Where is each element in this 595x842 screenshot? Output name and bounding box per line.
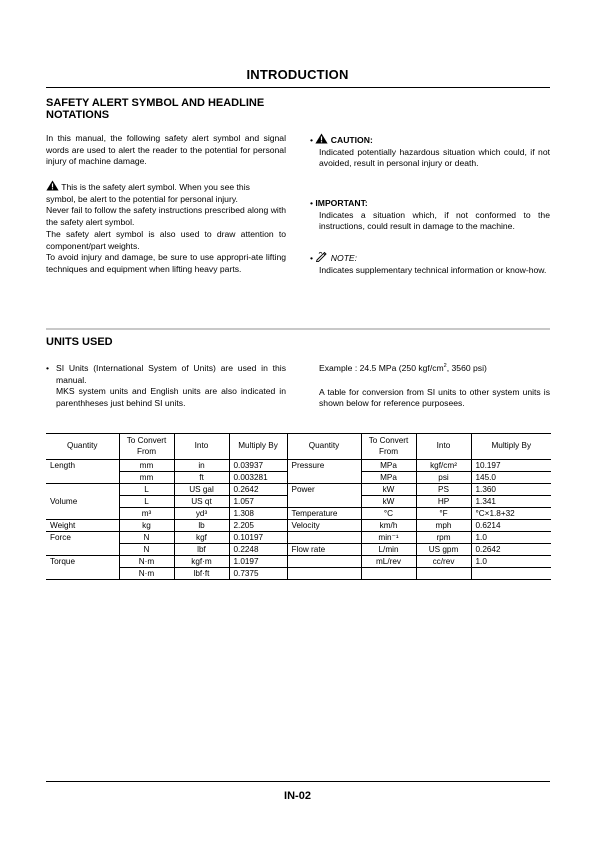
units-si-bullet [46, 363, 286, 410]
alert-line-1: This is the safety alert symbol. When you see this [61, 182, 250, 192]
table-cell: Force [50, 533, 71, 543]
table-cell: in [174, 460, 229, 472]
table-cell: 1.360 [471, 484, 551, 496]
table-cell: L/min [361, 544, 416, 556]
table-cell: 0.2642 [229, 484, 287, 496]
page-number: IN-02 [284, 790, 311, 802]
table-cell: L [119, 496, 174, 508]
footer-rule [46, 781, 550, 782]
si-units-text: SI Units (International System of Units) are used in this manual. [56, 363, 286, 385]
bullet: • [310, 198, 314, 208]
table-cell: US qt [174, 496, 229, 508]
header-convert-from: To Convert From [361, 434, 416, 460]
table-cell: ft [174, 472, 229, 484]
table-cell [46, 472, 119, 484]
table-cell: N [119, 544, 174, 556]
alert-line-5: To avoid injury and damage, be sure to use appropri-ate lifting techniques and equipment when lifting heavy parts. [46, 252, 286, 274]
table-cell [287, 568, 361, 580]
important-text: Indicates a situation which, if not conformed to the instructions, could result in damage to the machine. [319, 209, 550, 232]
table-cell: °C×1.8+32 [471, 508, 551, 520]
table-cell: km/h [361, 520, 416, 532]
table-row [46, 544, 551, 556]
table-cell: Velocity [287, 520, 361, 532]
table-cell: °C [361, 508, 416, 520]
table-cell: 1.0 [471, 556, 551, 568]
header-quantity: Quantity [287, 434, 361, 460]
table-cell: 1.0 [471, 532, 551, 544]
safety-heading [46, 97, 264, 121]
header-convert-from: To Convert From [119, 434, 174, 460]
table-cell: lb [174, 520, 229, 532]
table-cell: N·m [119, 568, 174, 580]
units-conversion-table [46, 433, 551, 580]
table-cell: 0.10197 [229, 532, 287, 544]
caution-warning-icon [315, 133, 328, 144]
title-rule [46, 87, 550, 88]
table-cell: PS [416, 484, 471, 496]
table-cell: Pressure [287, 460, 361, 472]
table-cell: mm [119, 472, 174, 484]
caution-block [310, 133, 550, 170]
example-text: Example : 24.5 MPa (250 kgf/$cm^2$, 3560 psi) [319, 363, 487, 373]
table-row [46, 532, 551, 544]
table-cell: N·m [119, 556, 174, 568]
header-quantity: Quantity [46, 434, 119, 460]
table-cell: 1.057 [229, 496, 287, 508]
table-cell: 2.205 [229, 520, 287, 532]
table-row [46, 484, 551, 496]
table-header-row [46, 434, 551, 460]
table-cell [287, 556, 361, 568]
table-cell: kW [361, 484, 416, 496]
bullet: • [310, 135, 314, 145]
note-text: Indicates supplementary technical information or know-how. [319, 264, 547, 275]
note-block [310, 250, 550, 276]
table-cell: mm [119, 460, 174, 472]
header-into: Into [416, 434, 471, 460]
table-cell [287, 472, 361, 484]
table-cell: 0.003281 [229, 472, 287, 484]
table-cell: Volume [50, 497, 78, 506]
table-cell: Temperature [287, 508, 361, 520]
table-cell [46, 484, 119, 496]
table-cell: 0.7375 [229, 568, 287, 580]
table-cell [287, 532, 361, 544]
caution-text: Indicated potentially hazardous situation which could, if not avoided, result in personal injury or death. [319, 146, 550, 169]
table-cell: 1.308 [229, 508, 287, 520]
header-into: Into [174, 434, 229, 460]
table-cell: Weight [46, 520, 119, 532]
table-row [46, 520, 551, 532]
units-example [319, 363, 550, 410]
table-row [46, 472, 551, 484]
header-multiply-by: Multiply By [471, 434, 551, 460]
safety-alert-paragraph [46, 180, 286, 276]
table-cell: 0.6214 [471, 520, 551, 532]
important-block [310, 198, 550, 233]
safety-heading-line2: NOTATIONS [46, 109, 110, 121]
table-intro-text: A table for conversion from SI units to other system units is shown below for reference purposees. [319, 386, 550, 409]
table-cell [46, 568, 119, 580]
alert-line-4: The safety alert symbol is also used to draw attention to component/part weights. [46, 228, 286, 251]
table-cell [46, 544, 119, 556]
table-cell: lbf·ft [174, 568, 229, 580]
table-cell: kgf [174, 532, 229, 544]
bullet: • [310, 253, 314, 263]
table-cell: 0.2248 [229, 544, 287, 556]
bullet: • [46, 363, 50, 373]
table-cell: 0.2642 [471, 544, 551, 556]
table-row [46, 460, 551, 472]
safety-intro: In this manual, the following safety alert symbol and signal words are used to alert the reader to the potential for personal injury of machine damage. [46, 133, 286, 167]
table-cell: mL/rev [361, 556, 416, 568]
table-cell [416, 568, 471, 580]
table-cell: 145.0 [471, 472, 551, 484]
table-cell: Flow rate [287, 544, 361, 556]
table-cell: 0.03937 [229, 460, 287, 472]
table-row [46, 496, 551, 508]
table-cell: min⁻¹ [361, 532, 416, 544]
table-cell: yd³ [174, 508, 229, 520]
table-cell: kgf·m [174, 556, 229, 568]
table-cell: psi [416, 472, 471, 484]
warning-icon [46, 180, 59, 191]
table-cell: 10.197 [471, 460, 551, 472]
alert-line-3: Never fail to follow the safety instructions prescribed along with the safety alert symbol. [46, 205, 286, 228]
table-cell [361, 568, 416, 580]
table-cell [471, 568, 551, 580]
table-cell: US gpm [416, 544, 471, 556]
table-cell: kW [361, 496, 416, 508]
safety-heading-line1: SAFETY ALERT SYMBOL AND HEADLINE [46, 97, 265, 109]
table-cell: rpm [416, 532, 471, 544]
table-cell: 1.341 [471, 496, 551, 508]
table-cell: US gal [174, 484, 229, 496]
table-row [46, 508, 551, 520]
table-cell: MPa [361, 460, 416, 472]
table-cell [46, 508, 119, 520]
table-cell: mph [416, 520, 471, 532]
header-multiply-by: Multiply By [229, 434, 287, 460]
important-label: IMPORTANT: [315, 198, 368, 208]
table-cell: kg [119, 520, 174, 532]
table-cell: Length [50, 461, 76, 471]
mks-units-text: MKS system units and English units are also indicated in parenthheses just behind SI units. [56, 386, 286, 409]
table-cell: Power [287, 484, 361, 496]
table-cell: kgf/cm² [416, 460, 471, 472]
table-cell: °F [416, 508, 471, 520]
note-label: NOTE: [330, 253, 358, 263]
table-cell: lbf [174, 544, 229, 556]
pencil-note-icon [315, 250, 328, 262]
table-cell: cc/rev [416, 556, 471, 568]
section-divider [46, 328, 550, 330]
alert-line-2: symbol, be alert to the potential for personal injury. [46, 193, 238, 204]
table-cell [287, 496, 361, 508]
table-row [46, 556, 551, 568]
table-cell: HP [416, 496, 471, 508]
table-row [46, 568, 551, 580]
page-title: INTRODUCTION [246, 67, 349, 82]
table-cell: 1.0197 [229, 556, 287, 568]
table-cell: m³ [119, 508, 174, 520]
table-cell: L [119, 484, 174, 496]
caution-label: CAUTION: [330, 135, 373, 145]
units-heading: UNITS USED [46, 336, 113, 348]
table-cell: MPa [361, 472, 416, 484]
table-cell: N [119, 532, 174, 544]
table-cell: Torque [50, 557, 76, 567]
